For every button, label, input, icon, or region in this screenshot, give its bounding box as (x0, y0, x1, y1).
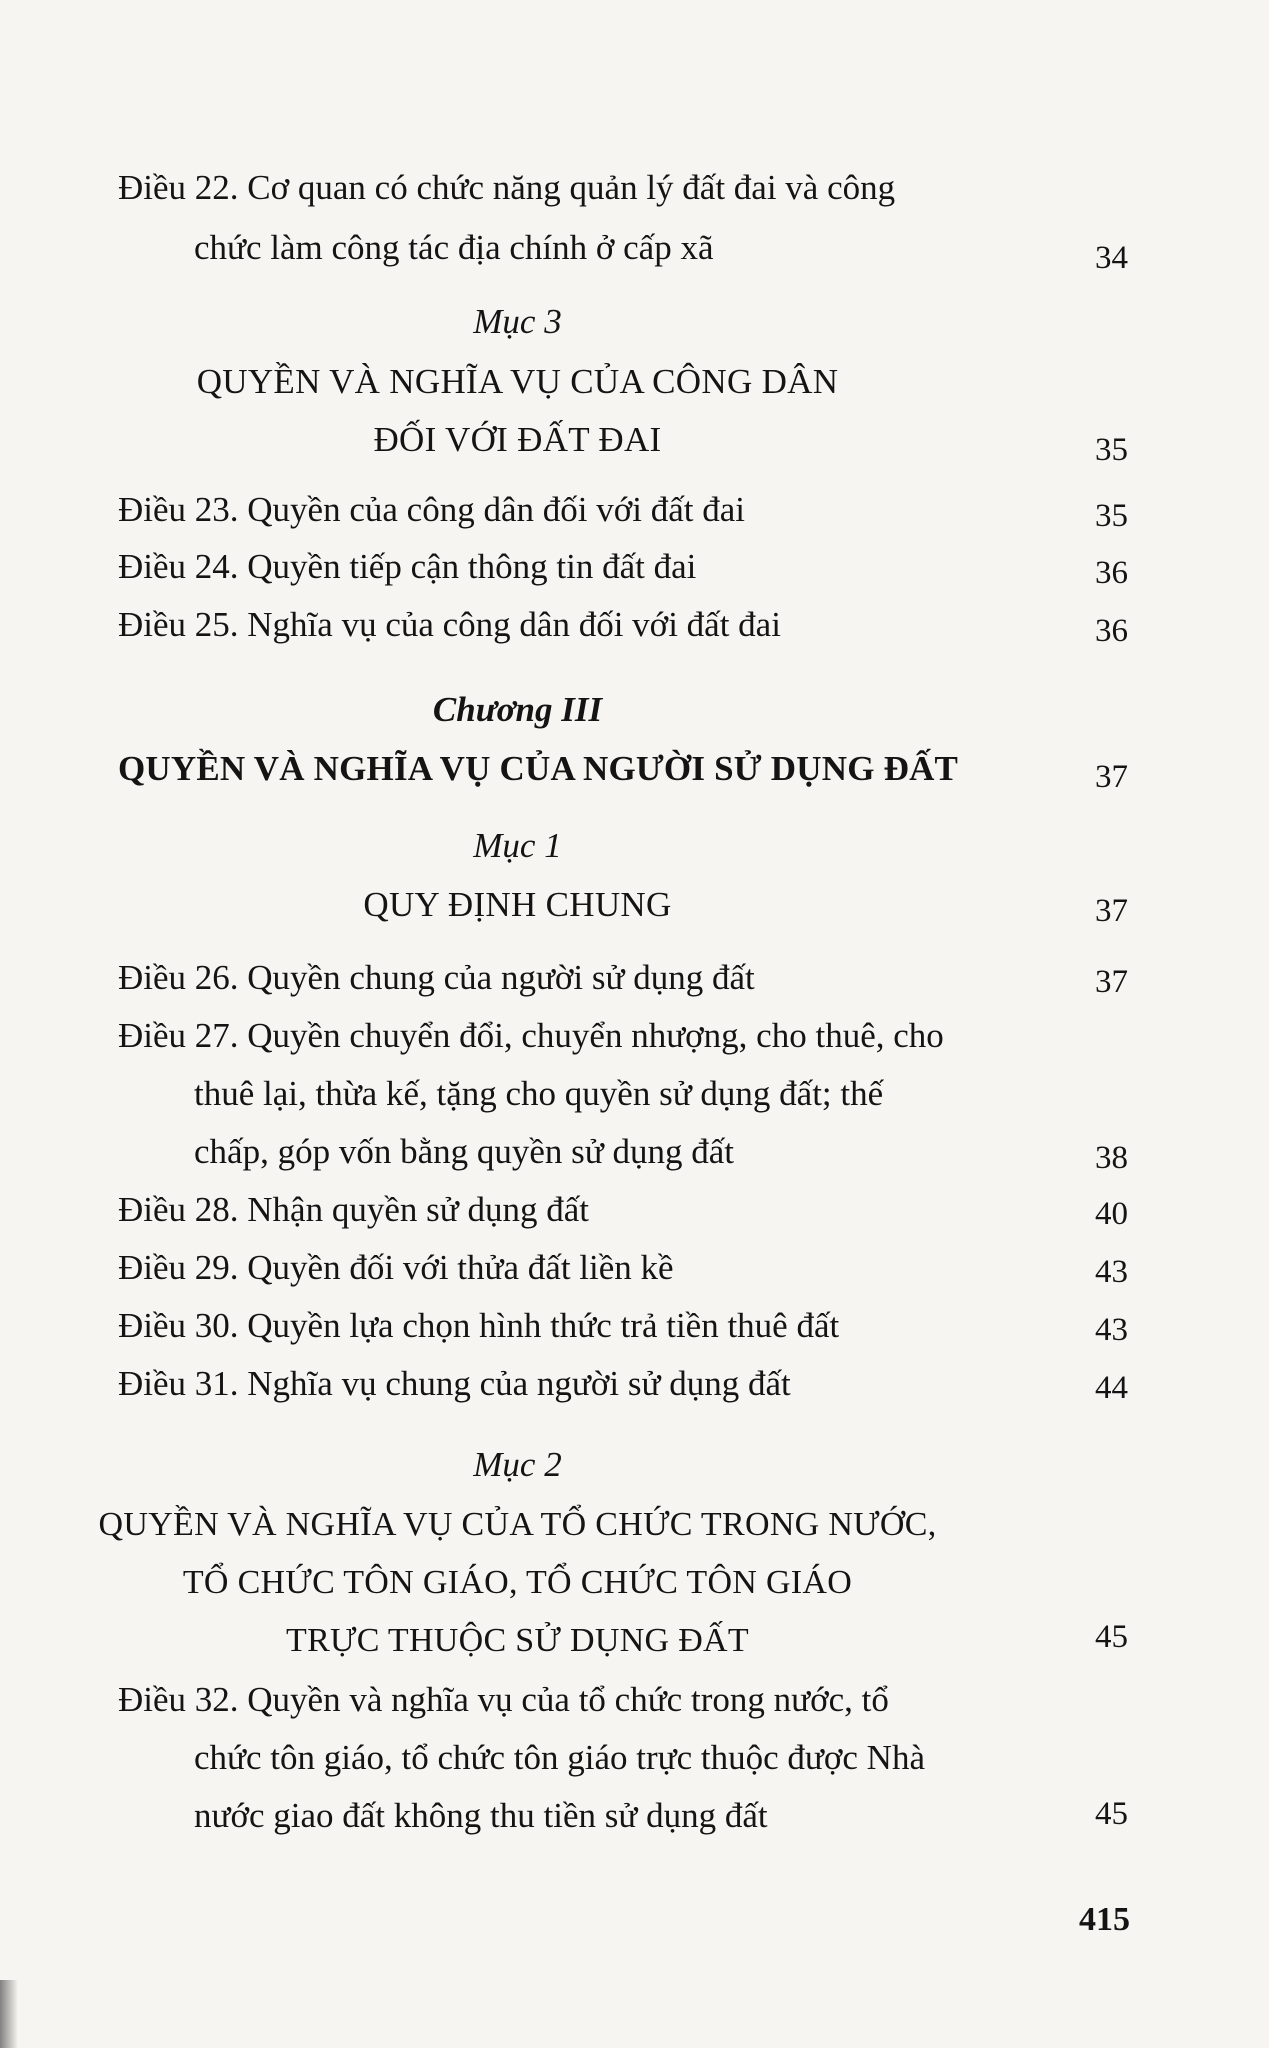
toc-page-number: 37 (1095, 964, 1128, 1000)
toc-page-number: 45 (1095, 1619, 1128, 1655)
toc-page-number: 35 (1095, 498, 1128, 534)
toc-page-number: 43 (1095, 1254, 1128, 1290)
toc-entry-line: Điều 28. Nhận quyền sử dụng đất (118, 1190, 589, 1229)
chapter-label: Chương III (432, 690, 603, 729)
toc-entry-line: Điều 31. Nghĩa vụ chung của người sử dụng đất (118, 1364, 791, 1403)
toc-entry-line: Điều 26. Quyền chung của người sử dụng đất (118, 958, 755, 997)
section-title: TỔ CHỨC TÔN GIÁO, TỔ CHỨC TÔN GIÁO (182, 1564, 853, 1601)
chapter-title: QUYỀN VÀ NGHĨA VỤ CỦA NGƯỜI SỬ DỤNG ĐẤT (118, 749, 959, 788)
toc-entry-line: Điều 24. Quyền tiếp cận thông tin đất đai (118, 547, 697, 586)
section-title: QUY ĐỊNH CHUNG (363, 885, 672, 924)
toc-entry-line: Điều 32. Quyền và nghĩa vụ của tổ chức trong nước, tổ (118, 1680, 889, 1719)
toc-page-number: 36 (1095, 613, 1128, 649)
toc-page-number: 43 (1095, 1312, 1128, 1348)
toc-page-number: 36 (1095, 555, 1128, 591)
toc-entry-line: nước giao đất không thu tiền sử dụng đất (194, 1796, 768, 1835)
section-title: QUYỀN VÀ NGHĨA VỤ CỦA CÔNG DÂN (196, 362, 839, 401)
page-edge-shadow (0, 1980, 18, 2048)
toc-entry-line: chấp, góp vốn bằng quyền sử dụng đất (194, 1132, 734, 1171)
page-number: 415 (1079, 1901, 1130, 1938)
toc-entry-line: Điều 23. Quyền của công dân đối với đất đai (118, 490, 745, 529)
toc-page-number: 44 (1095, 1370, 1128, 1406)
toc-entry-line: Điều 30. Quyền lựa chọn hình thức trả tiền thuê đất (118, 1306, 840, 1345)
toc-entry-line: Điều 25. Nghĩa vụ của công dân đối với đất đai (118, 605, 781, 644)
section-title: TRỰC THUỘC SỬ DỤNG ĐẤT (286, 1622, 749, 1659)
toc-entry-line: thuê lại, thừa kế, tặng cho quyền sử dụng đất; thế (194, 1074, 884, 1113)
section-title: QUYỀN VÀ NGHĨA VỤ CỦA TỔ CHỨC TRONG NƯỚC, (98, 1506, 937, 1543)
toc-page-number: 37 (1095, 759, 1128, 795)
toc-page-number: 45 (1095, 1796, 1128, 1832)
toc-page-number: 40 (1095, 1196, 1128, 1232)
section-label: Mục 3 (473, 302, 562, 341)
section-label: Mục 1 (473, 826, 562, 865)
section-title: ĐỐI VỚI ĐẤT ĐAI (373, 420, 662, 459)
toc-page-number: 34 (1095, 240, 1128, 276)
toc-page-number: 37 (1095, 893, 1128, 929)
toc-entry-line: Điều 22. Cơ quan có chức năng quản lý đất đai và công (118, 168, 896, 207)
toc-page-number: 35 (1095, 432, 1128, 468)
toc-entry-line: Điều 27. Quyền chuyển đổi, chuyển nhượng, cho thuê, cho (118, 1016, 944, 1055)
toc-entry-line: chức tôn giáo, tổ chức tôn giáo trực thuộc được Nhà (194, 1738, 925, 1777)
section-label: Mục 2 (473, 1445, 562, 1484)
toc-page-number: 38 (1095, 1140, 1128, 1176)
toc-entry-line: chức làm công tác địa chính ở cấp xã (194, 228, 714, 267)
toc-entry-line: Điều 29. Quyền đối với thửa đất liền kề (118, 1248, 674, 1287)
